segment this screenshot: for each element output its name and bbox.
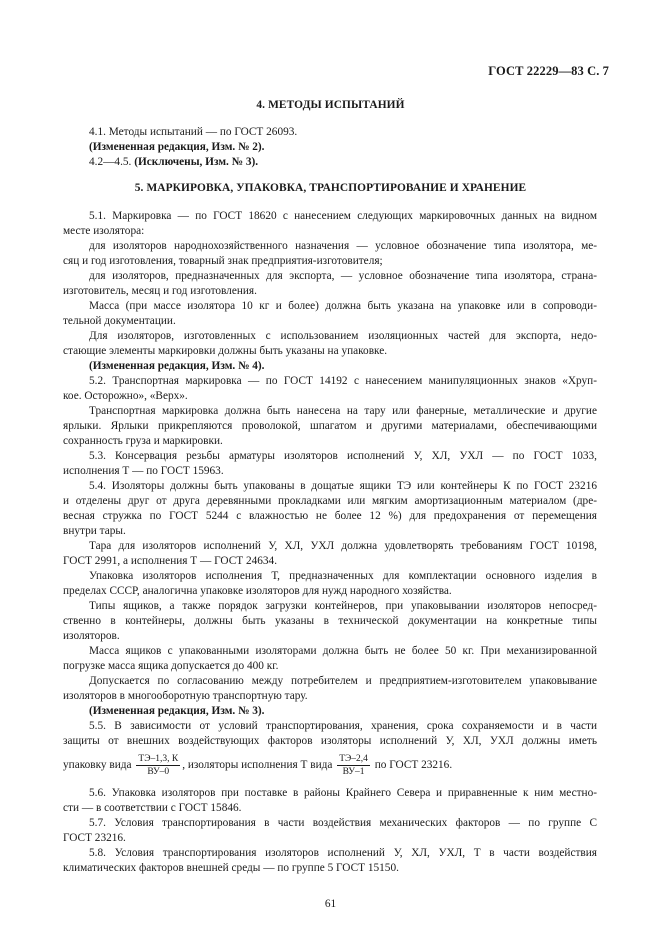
text-line: для изоляторов, предназначенных для экспорта, — условное обозначение типа изолятора, страна- bbox=[89, 270, 597, 282]
text-line: Типы ящиков, а также порядок загрузки контейнеров, при упаковывании изоляторов непосред- bbox=[89, 600, 597, 612]
section-5-title: 5. МАРКИРОВКА, УПАКОВКА, ТРАНСПОРТИРОВАНИЕ И ХРАНЕНИЕ bbox=[134, 182, 527, 194]
text-line: 5.4. Изоляторы должны быть упакованы в дощатые ящики ТЭ или контейнеры К по ГОСТ 23216 bbox=[89, 480, 597, 492]
text-line: для изоляторов народнохозяйственного назначения — условное обозначение типа изолятора, ме- bbox=[89, 240, 597, 252]
text-line: исполнения Т — по ГОСТ 15963. bbox=[63, 465, 224, 477]
text-line: погрузке масса ящика допускается до 400 кг. bbox=[63, 660, 279, 672]
amendment-note: (Исключены, Изм. № 3). bbox=[134, 156, 259, 168]
text-line: 5.3. Консервация резьбы арматуры изоляторов исполнений У, ХЛ, УХЛ — по ГОСТ 1033, bbox=[89, 450, 597, 462]
amendment-note: (Измененная редакция, Изм. № 4). bbox=[89, 360, 265, 372]
text-line: 5.6. Упаковка изоляторов при поставке в районы Крайнего Севера и приравненные к ним местно- bbox=[89, 787, 597, 799]
text-line: сяц и год изготовления, товарный знак предприятия-изготовителя; bbox=[63, 255, 383, 267]
amendment-note: (Измененная редакция, Изм. № 2). bbox=[89, 141, 265, 153]
text-line: изготовитель, месяц и год изготовления. bbox=[63, 285, 257, 297]
text-line: 5.7. Условия транспортирования в части воздействия механических факторов — по группе С bbox=[89, 817, 597, 829]
fraction-numerator: ТЭ–2,4 bbox=[339, 754, 368, 764]
text-line: изоляторов. bbox=[63, 630, 120, 642]
amendment-note: (Измененная редакция, Изм. № 3). bbox=[89, 705, 265, 717]
text-line: Масса (при массе изолятора 10 кг и более) должна быть указана на упаковке или в сопроводи- bbox=[89, 300, 597, 312]
text-line: сохранность груза и маркировки. bbox=[63, 435, 223, 447]
text-line: и отделены друг от друга деревянными прокладками или мягким амортизационным материалом (дре- bbox=[63, 495, 597, 507]
text-line: месте изолятора: bbox=[63, 225, 145, 237]
text-line: ГОСТ 2991, а исполнения Т — ГОСТ 24634. bbox=[63, 555, 278, 567]
packing-fraction-1 bbox=[136, 754, 180, 777]
text-line: ственно в контейнеры, должны быть указаны в технической документации на конкретные типы bbox=[63, 615, 597, 627]
text-line: 5.8. Условия транспортирования изоляторов исполнений У, ХЛ, УХЛ, Т в части воздействия bbox=[89, 847, 597, 859]
text-line: защиты от внешних воздействующих факторов изоляторы исполнений У, ХЛ, УХЛ должны иметь bbox=[63, 735, 597, 747]
text-line: 5.5. В зависимости от условий транспортирования, хранения, срока сохраняемости и в части bbox=[89, 720, 597, 732]
text-line: стающие элементы маркировки должны быть указаны на упаковке. bbox=[63, 345, 388, 357]
fraction-numerator: ТЭ–1,3, К bbox=[138, 754, 179, 764]
text-line: Масса ящиков с упакованными изоляторами должна быть не более 50 кг. При механизированной bbox=[89, 645, 597, 657]
section-4-title: 4. МЕТОДЫ ИСПЫТАНИЙ bbox=[256, 99, 405, 111]
text-line: 5.2. Транспортная маркировка — по ГОСТ 14192 с нанесением манипуляционных знаков «Хруп- bbox=[89, 375, 597, 387]
text-line: изоляторов в многооборотную транспортную тару. bbox=[63, 690, 308, 702]
text-fragment: по ГОСТ 23216. bbox=[374, 759, 453, 772]
packing-fraction-2 bbox=[337, 754, 370, 777]
text-fragment: упаковку вида bbox=[63, 759, 132, 772]
fraction-denominator: ВУ–1 bbox=[342, 767, 365, 777]
text-line: Транспортная маркировка должна быть нанесена на тару или фанерные, металлические и другие bbox=[89, 405, 597, 417]
text-line: весная стружка по ГОСТ 5244 с влажностью не более 12 %) для предохранения от перемещения bbox=[63, 510, 597, 522]
text-line: 5.1. Маркировка — по ГОСТ 18620 с нанесением следующих маркировочных данных на видном bbox=[89, 210, 597, 222]
text-line: климатических факторов внешней среды — по группе 5 ГОСТ 15150. bbox=[63, 862, 399, 874]
packing-type-line bbox=[63, 754, 571, 777]
text-line: ГОСТ 23216. bbox=[63, 832, 126, 844]
page-number: 61 bbox=[324, 898, 337, 910]
text-line: 4.1. Методы испытаний — по ГОСТ 26093. bbox=[89, 126, 298, 138]
text-fragment: , изоляторы исполнения Т вида bbox=[182, 759, 333, 772]
text-line bbox=[89, 155, 597, 170]
text-line: Упаковка изоляторов исполнения Т, предназначенных для комплектации основного изделия в bbox=[89, 570, 597, 582]
page-header: ГОСТ 22229—83 С. 7 bbox=[488, 64, 609, 78]
text-line: сти — в соответствии с ГОСТ 15846. bbox=[63, 802, 242, 814]
text-line: тельной документации. bbox=[63, 315, 176, 327]
text-line: Для изоляторов, изготовленных с использованием изоляционных частей для экспорта, недо- bbox=[89, 330, 597, 342]
text-line: Допускается по согласованию между потребителем и предприятием-изготовителем упаковывание bbox=[89, 675, 597, 687]
text-line: внутри тары. bbox=[63, 525, 126, 537]
text-line: Тара для изоляторов исполнений У, ХЛ, УХЛ должна удовлетворять требованиям ГОСТ 10198, bbox=[89, 540, 597, 552]
text-line: ярлыки. Ярлыки прикрепляются проволокой, шпагатом и другими материалами, обеспечивающими bbox=[63, 420, 597, 432]
fraction-denominator: ВУ–0 bbox=[147, 767, 170, 777]
text-line: пределах СССР, аналогична упаковке изоляторов для нужд народного хозяйства. bbox=[63, 585, 452, 597]
text-line: кое. Осторожно», «Верх». bbox=[63, 390, 188, 402]
clause-number: 4.2—4.5. bbox=[89, 156, 135, 168]
